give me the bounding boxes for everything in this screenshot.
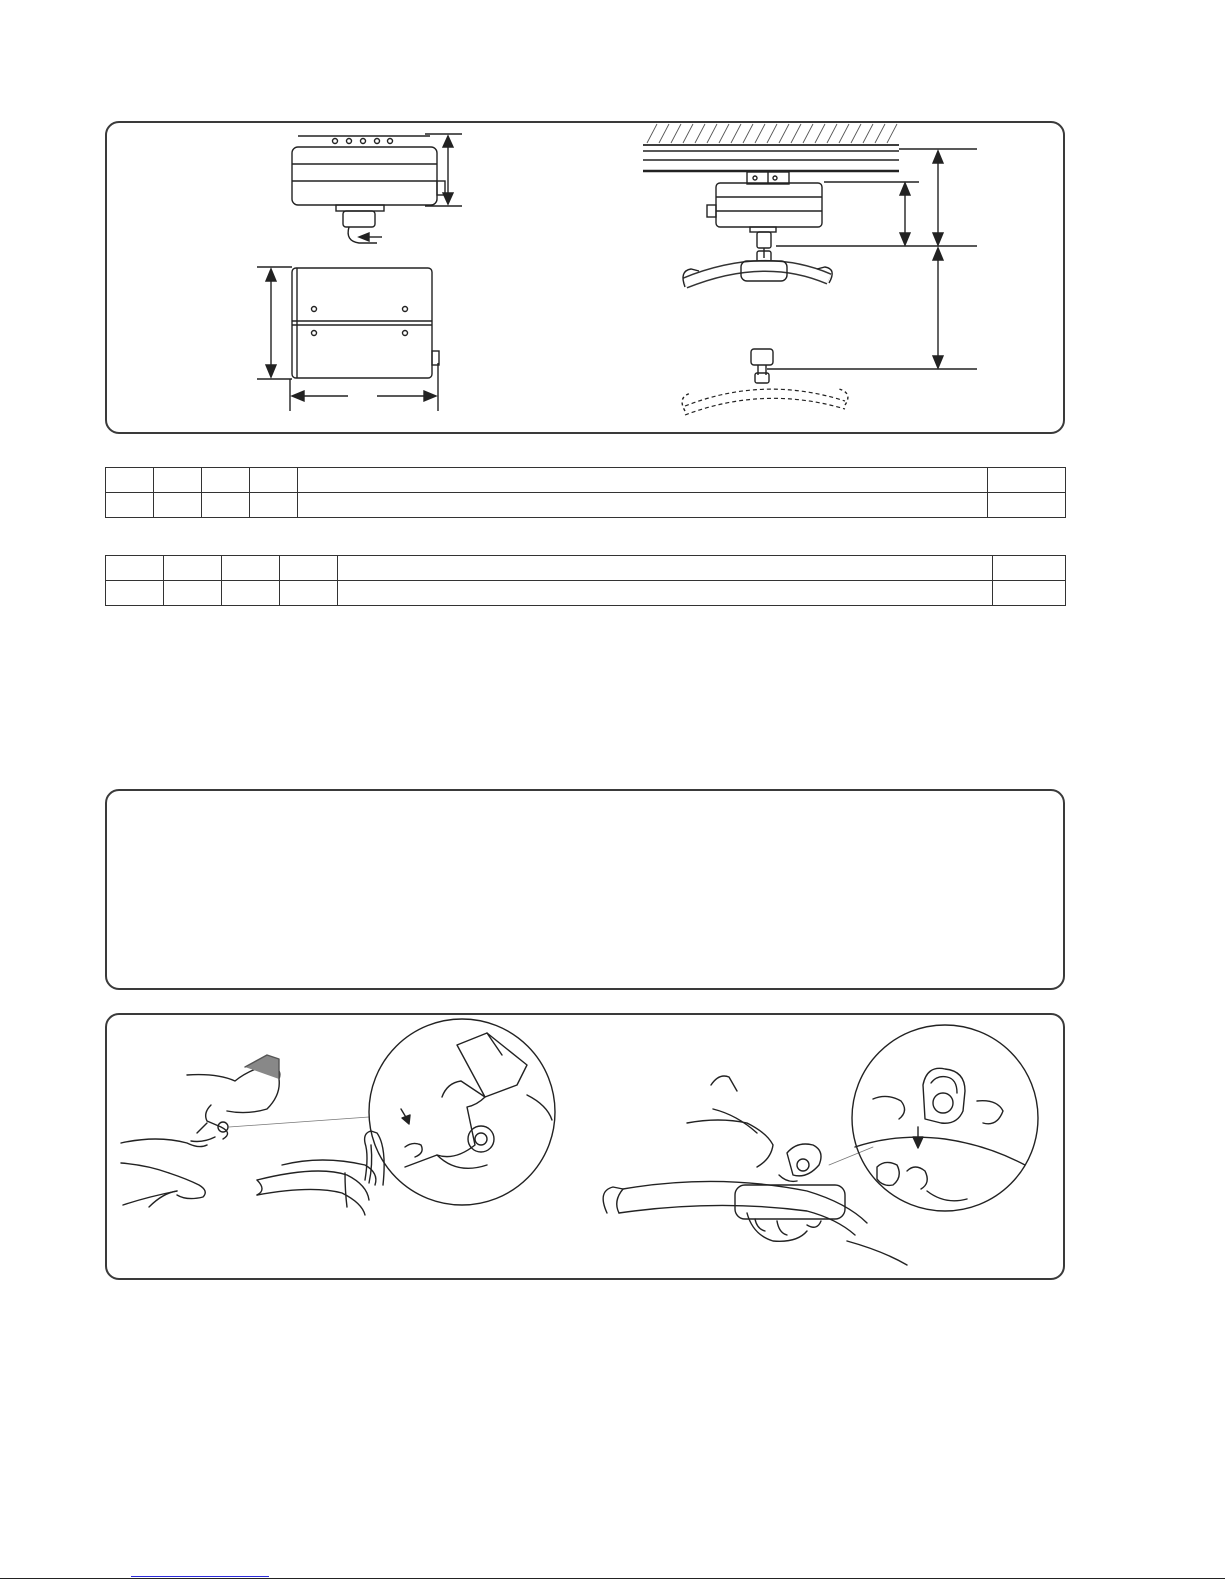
table-cell <box>164 581 222 606</box>
table-row <box>106 493 1066 518</box>
press-arrow-icon <box>401 1109 410 1124</box>
table-cell <box>106 556 164 581</box>
arrow-right-icon <box>290 363 438 411</box>
table-cell <box>202 493 250 518</box>
table-cell <box>338 556 993 581</box>
attach-hook-illustration <box>121 1055 384 1215</box>
table-cell <box>993 581 1066 606</box>
table-cell <box>106 468 154 493</box>
table-cell <box>338 581 993 606</box>
table-cell <box>164 556 222 581</box>
dimensions-panel <box>105 121 1065 434</box>
table-cell <box>106 493 154 518</box>
table-cell <box>298 468 988 493</box>
table-cell <box>202 468 250 493</box>
note-panel <box>105 789 1065 990</box>
arrow-down-icon <box>257 267 292 379</box>
table-row <box>106 581 1066 606</box>
table-cell <box>222 581 280 606</box>
table-row <box>106 468 1066 493</box>
table-row <box>106 556 1066 581</box>
table-cell <box>222 556 280 581</box>
spreader-bar-upper <box>683 251 832 287</box>
motor-on-rail <box>707 172 822 258</box>
magnified-detail-left <box>369 1019 555 1205</box>
footer-rule <box>0 1578 1225 1579</box>
table-cell <box>250 493 298 518</box>
table-cell <box>993 556 1066 581</box>
table-cell <box>250 468 298 493</box>
motor-front-view <box>292 268 439 378</box>
table-cell <box>280 556 338 581</box>
installation-panel <box>105 1013 1065 1280</box>
rail-dimension-arrows <box>767 149 977 369</box>
spreader-bar-lower <box>682 349 848 415</box>
table-cell <box>298 493 988 518</box>
clip-strap-illustration <box>603 1076 907 1265</box>
installation-illustrations <box>107 1015 1067 1282</box>
motor-side-view <box>292 136 445 243</box>
arrow-up-icon <box>425 134 462 206</box>
table-cell <box>988 468 1066 493</box>
magnified-detail-right <box>852 1025 1038 1211</box>
table-cell <box>988 493 1066 518</box>
footer-link-underline[interactable] <box>131 1576 269 1577</box>
table-cell <box>106 581 164 606</box>
dimension-drawings <box>107 123 1067 436</box>
arrow-left-icon <box>359 233 382 241</box>
table-cell <box>154 493 202 518</box>
spec-table-1 <box>105 467 1066 518</box>
ceiling-rail <box>643 124 899 171</box>
table-cell <box>154 468 202 493</box>
spec-table-2 <box>105 555 1066 606</box>
table-cell <box>280 581 338 606</box>
